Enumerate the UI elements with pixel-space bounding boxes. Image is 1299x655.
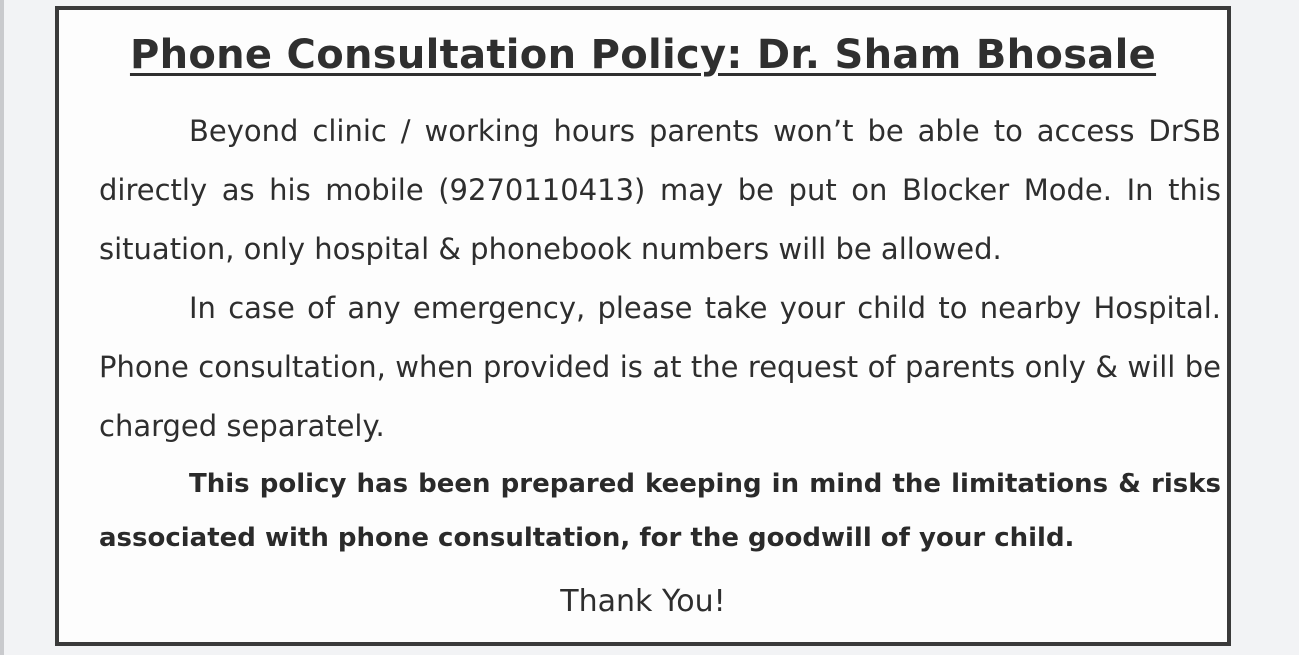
notice-paragraph-emergency: In case of any emergency, please take your child to nearby Hospital. Phone consultation, when provided is at the request of parents only & will be charged separately. (99, 291, 1221, 443)
notice-closing: Thank You! (560, 584, 726, 619)
notice-paragraph-purpose: This policy has been prepared keeping in mind the limitations & risks associated with phone consultation, for the goodwill of your child. (99, 469, 1221, 553)
notice-title: Phone Consultation Policy: Dr. Sham Bhosale (129, 32, 1157, 78)
policy-notice-box (55, 6, 1231, 646)
notice-paragraph-hours: Beyond clinic / working hours parents won’t be able to access DrSB directly as his mobile (9270110413) may be put on Blocker Mode. In this situation, only hospital & phonebook numbers will be allowed. (99, 114, 1221, 266)
page-edge (0, 0, 4, 655)
